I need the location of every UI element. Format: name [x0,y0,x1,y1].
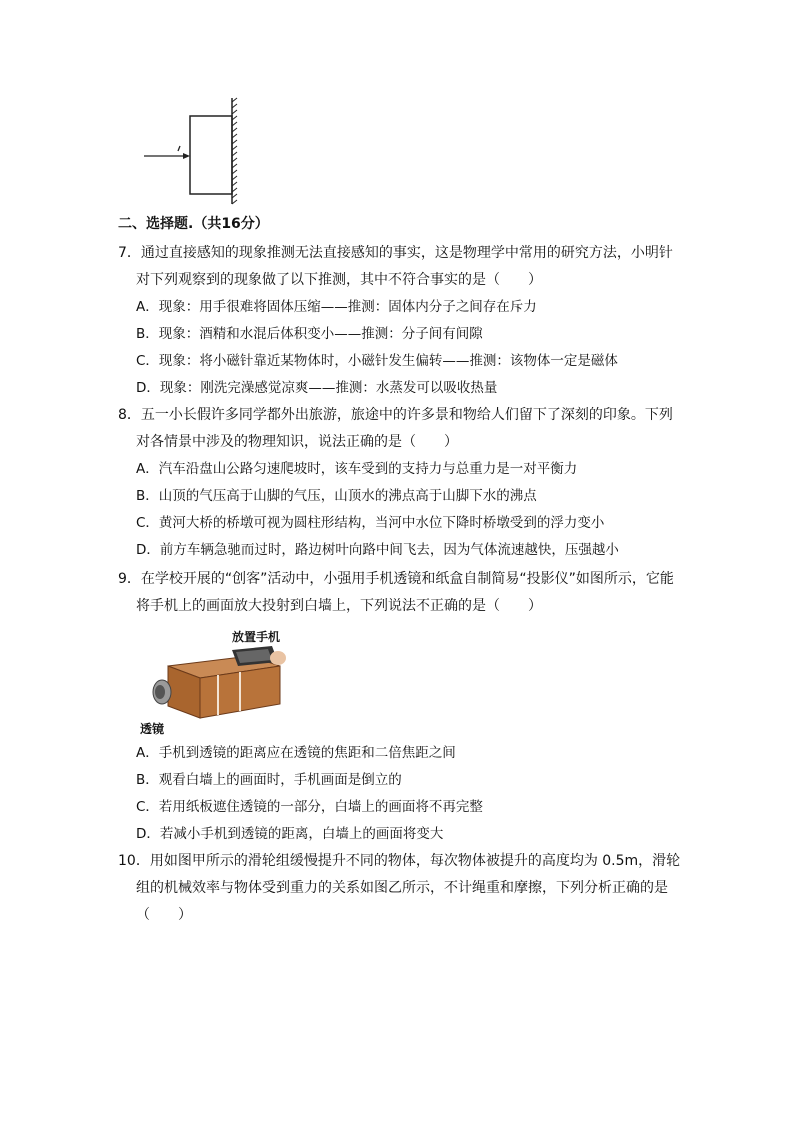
block-wall-figure [140,96,240,206]
question-9-option-d: D．若减小手机到透镜的距离，白墙上的画面将变大 [136,826,444,842]
question-9 [118,566,678,620]
question-10-blank: （ ） [136,907,192,923]
question-7-stem-cont: 对下列观察到的现象做了以下推测，其中不符合事实的是（ ） [136,272,542,288]
question-10 [118,848,681,929]
question-7-stem: 7．通过直接感知的现象推测无法直接感知的事实，这是物理学中常用的研究方法，小明针 [118,245,673,261]
question-9-option-a: A．手机到透镜的距离应在透镜的焦距和二倍焦距之间 [136,745,456,761]
question-9-options [118,740,678,848]
question-8-stem: 8．五一小长假许多同学都外出旅游，旅途中的许多景和物给人们留下了深刻的印象。下列 [118,407,673,423]
question-7-option-d: D．现象：刚洗完澡感觉凉爽——推测：水蒸发可以吸收热量 [136,380,498,396]
question-7-option-a: A．现象：用手很难将固体压缩——推测：固体内分子之间存在斥力 [136,299,537,315]
projector-box-image [140,644,290,724]
question-8-option-c: C．黄河大桥的桥墩可视为圆柱形结构，当河中水位下降时桥墩受到的浮力变小 [136,515,605,531]
question-8-stem-cont: 对各情景中涉及的物理知识，说法正确的是（ ） [136,434,458,450]
phone-label: 放置手机 [232,630,281,644]
question-7 [118,240,678,402]
question-8-option-b: B．山顶的气压高于山脚的气压，山顶水的沸点高于山脚下水的沸点 [136,488,537,504]
question-10-stem-cont: 组的机械效率与物体受到重力的关系如图乙所示，不计绳重和摩擦，下列分析正确的是 [136,880,668,896]
question-9-option-c: C．若用纸板遮住透镜的一部分，白墙上的画面将不再完整 [136,799,483,815]
question-7-option-b: B．现象：酒精和水混后体积变小——推测：分子间有间隙 [136,326,483,342]
question-9-stem: 9．在学校开展的“创客”活动中，小强用手机透镜和纸盒自制简易“投影仪”如图所示，它能 [118,571,674,587]
question-8-option-a: A．汽车沿盘山公路匀速爬坡时，该车受到的支持力与总重力是一对平衡力 [136,461,578,477]
question-10-stem: 10．用如图甲所示的滑轮组缓慢提升不同的物体，每次物体被提升的高度均为 0.5m，滑轮 [118,853,681,869]
lens-label: 透镜 [140,722,165,736]
section-title: 二、选择题.（共16分） [118,216,269,232]
question-8-option-d: D．前方车辆急驰而过时，路边树叶向路中间飞去，因为气体流速越快，压强越小 [136,542,619,558]
question-7-option-c: C．现象：将小磁针靠近某物体时，小磁针发生偏转——推测：该物体一定是磁体 [136,353,618,369]
question-9-option-b: B．观看白墙上的画面时，手机画面是倒立的 [136,772,402,788]
question-8 [118,402,678,564]
projector-figure [140,628,290,738]
question-9-stem-cont: 将手机上的画面放大投射到白墙上，下列说法不正确的是（ ） [136,598,542,614]
